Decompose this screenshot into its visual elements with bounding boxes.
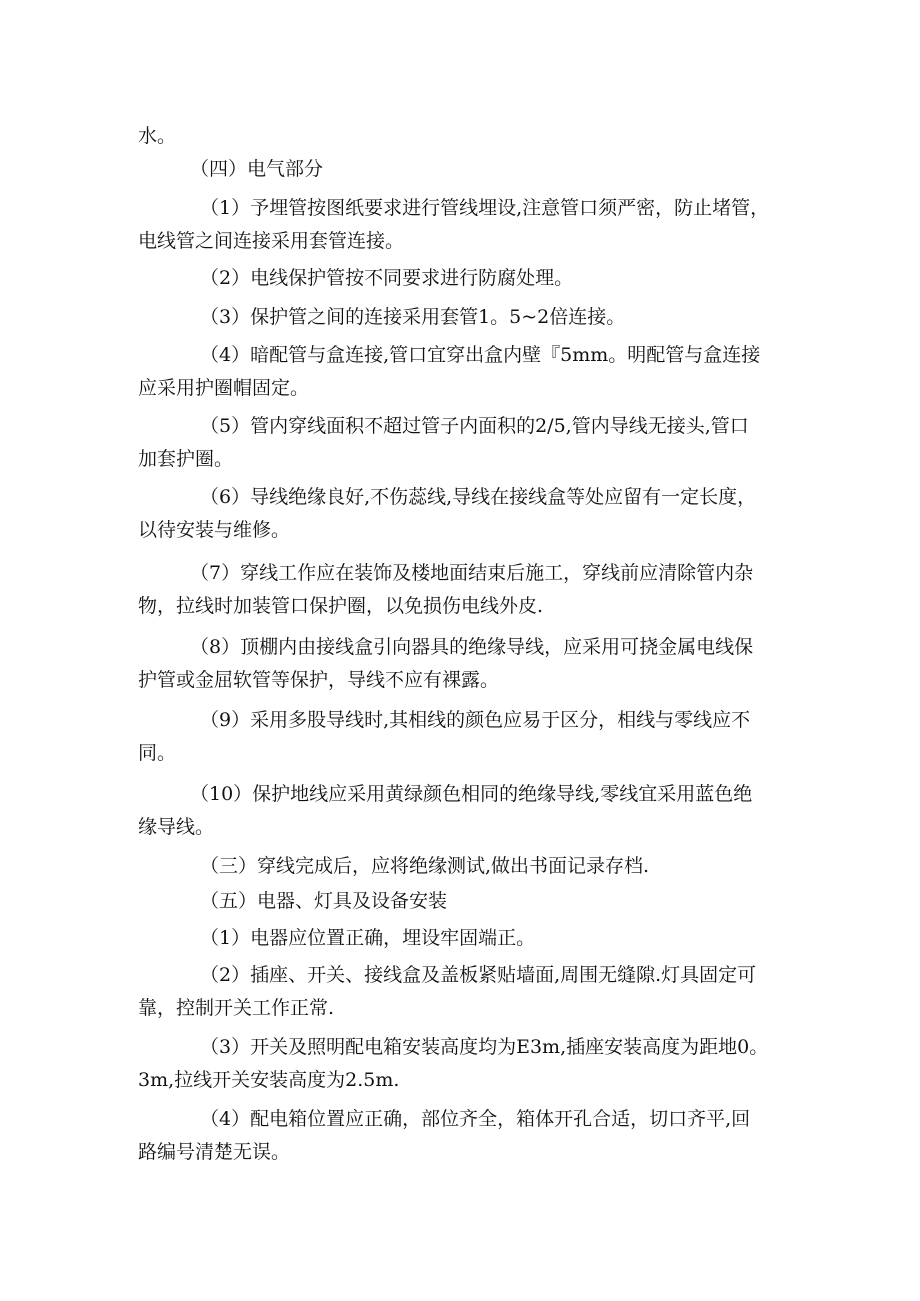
text-line: 3m,拉线开关安装高度为2.5m. xyxy=(138,1069,400,1091)
text-line: （三）穿线完成后，应将绝缘测试,做出书面记录存档. xyxy=(200,855,650,877)
paragraph-item-3 xyxy=(138,301,798,334)
paragraph-item-4 xyxy=(138,339,798,405)
paragraph-item-7 xyxy=(138,557,798,623)
text-line: 加套护圈。 xyxy=(138,448,234,470)
text-line: （4）配电箱位置应正确，部位齐全，箱体开孔合适，切口齐平,回 xyxy=(200,1108,751,1130)
text-line: 应采用护圈帽固定。 xyxy=(138,377,310,399)
text-line: （7）穿线工作应在装饰及楼地面结束后施工，穿线前应清除管内杂 xyxy=(190,562,754,584)
paragraph-item-1 xyxy=(138,192,798,258)
paragraph-item-6 xyxy=(138,481,798,547)
text-line: （4）暗配管与盒连接,管口宜穿出盒内壁『5mm。明配管与盒连接 xyxy=(200,344,761,366)
text-line: （3）保护管之间的连接采用套管1。5~2倍连接。 xyxy=(200,306,626,328)
paragraph-appliance-item-4 xyxy=(138,1103,798,1169)
text-line: （1）电器应位置正确，埋设牢固端正。 xyxy=(200,927,536,949)
text-line: 缘导线。 xyxy=(138,816,215,838)
paragraph-continuation xyxy=(138,120,798,153)
text-line: 护管或金屈软管等保护，导线不应有裸露。 xyxy=(138,669,500,691)
text-line: 电线管之间连接采用套管连接。 xyxy=(138,230,405,252)
section-heading-electrical xyxy=(138,153,798,186)
text-line: 同。 xyxy=(138,742,177,764)
section-heading-appliances xyxy=(138,885,798,918)
text-line: 物，拉线时加装管口保护圈，以免损伤电线外皮. xyxy=(138,595,544,617)
text-line: （8）顶棚内由接线盒引向器具的绝缘导线，应采用可挠金属电线保 xyxy=(190,636,754,658)
text-line: （9）采用多股导线时,其相线的颜色应易于区分，相线与零线应不 xyxy=(200,709,751,731)
text-line: （四）电气部分 xyxy=(190,158,324,180)
paragraph-item-10 xyxy=(138,778,798,844)
paragraph-item-8 xyxy=(138,631,798,697)
paragraph-item-2 xyxy=(138,262,798,295)
text-line: （3）开关及照明配电箱安装高度均为E3m,插座安装高度为距地0。 xyxy=(200,1036,769,1058)
paragraph-item-9 xyxy=(138,704,798,770)
paragraph-appliance-item-1 xyxy=(138,922,798,955)
text-line: 以待安装与维修。 xyxy=(138,519,291,541)
text-line: 靠，控制开关工作正常. xyxy=(138,997,335,1019)
text-line: （五）电器、灯具及设备安装 xyxy=(200,890,448,912)
text-line: （1）予埋管按图纸要求进行管线埋设,注意管口须严密，防止堵管， xyxy=(200,197,770,219)
text-line: （10）保护地线应采用黄绿颜色相同的绝缘导线,零线宜采用蓝色绝 xyxy=(190,783,753,805)
paragraph-appliance-item-3 xyxy=(138,1031,798,1097)
text-line: 路编号清楚无误。 xyxy=(138,1141,291,1163)
text-line: （2）插座、开关、接线盒及盖板紧贴墙面,周围无缝隙.灯具固定可 xyxy=(200,964,757,986)
text-line: （6）导线绝缘良好,不伤蕊线,导线在接线盒等处应留有一定长度， xyxy=(200,486,757,508)
text-line: （5）管内穿线面积不超过管子内面积的2/5,管内导线无接头,管口 xyxy=(200,415,749,437)
text-line: 水。 xyxy=(138,125,177,147)
paragraph-item-5 xyxy=(138,410,798,476)
paragraph-insulation-test xyxy=(138,850,798,883)
paragraph-appliance-item-2 xyxy=(138,959,798,1025)
text-line: （2）电线保护管按不同要求进行防腐处理。 xyxy=(200,267,574,289)
